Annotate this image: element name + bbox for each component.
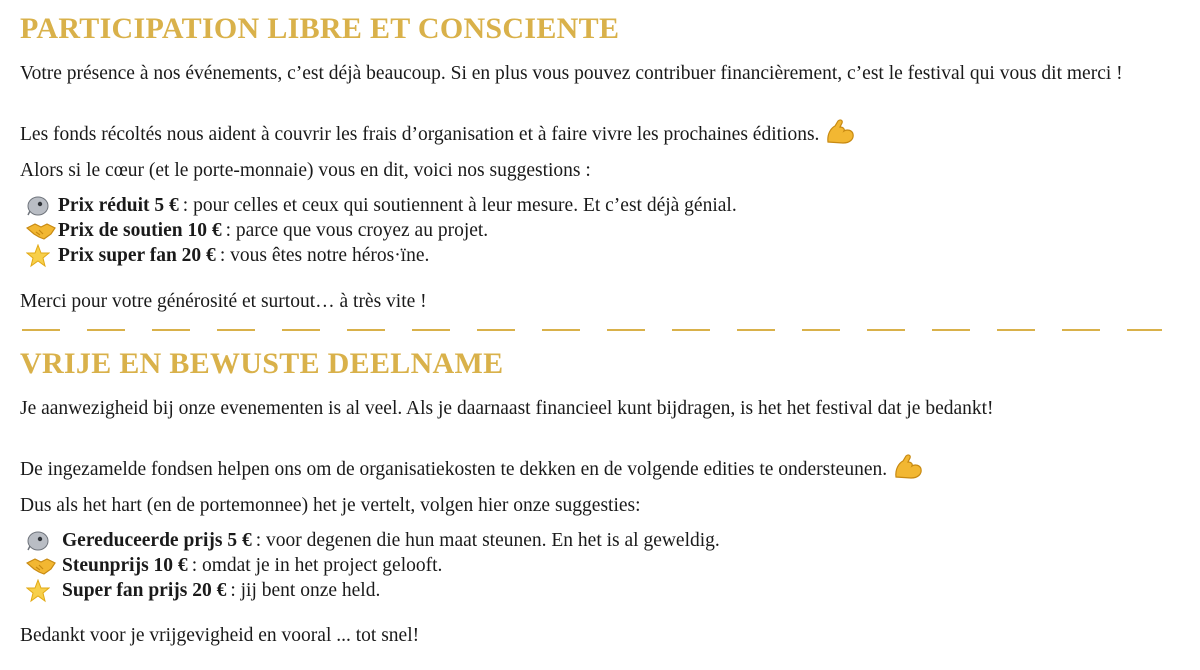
paragraph-intro: Je aanwezigheid bij onze evenementen is al veel. Als je daarnaast financieel kunt bijdragen, is het het festival dat je bedankt! — [20, 398, 994, 419]
list-item-text: : jij bent onze held. — [230, 580, 381, 601]
list-item — [20, 193, 737, 218]
paragraph-thanks: Bedankt voor je vrijgevigheid en vooral ... tot snel! — [20, 625, 420, 646]
price-list — [20, 193, 737, 268]
list-item-label: Steunprijs 10 € — [62, 555, 188, 576]
star-icon — [26, 243, 58, 268]
list-item-text: : parce que vous croyez au projet. — [225, 220, 489, 241]
paragraph-funds-text: De ingezamelde fondsen helpen ons om de organisatiekosten te dekken en de volgende edities te ondersteunen. — [20, 459, 888, 480]
list-item-text: : omdat je in het project gelooft. — [191, 555, 443, 576]
list-item — [20, 578, 720, 603]
section-title: PARTICIPATION LIBRE ET CONSCIENTE — [20, 12, 620, 45]
dashed-divider — [22, 329, 1162, 331]
list-item — [20, 553, 720, 578]
paragraph-thanks: Merci pour votre générosité et surtout… à très vite ! — [20, 291, 427, 312]
list-item-text: : vous êtes notre héros·ïne. — [219, 245, 430, 266]
paragraph-funds — [20, 118, 1170, 153]
paragraph-intro: Votre présence à nos événements, c’est déjà beaucoup. Si en plus vous pouvez contribuer financièrement, c’est le festival qui vous dit merci ! — [20, 63, 1123, 84]
list-item-text: : voor degenen die hun maat steunen. En het is al geweldig. — [255, 530, 720, 551]
handshake-icon — [26, 553, 62, 578]
paragraph-suggestions: Alors si le cœur (et le porte-monnaie) vous en dit, voici nos suggestions : — [20, 160, 591, 181]
flexed-biceps-icon — [893, 453, 923, 488]
list-item-label: Super fan prijs 20 € — [62, 580, 227, 601]
flexed-biceps-icon — [825, 118, 855, 153]
list-item — [20, 218, 737, 243]
list-item — [20, 243, 737, 268]
paragraph-funds — [20, 453, 1180, 488]
price-list — [20, 528, 720, 603]
list-item-label: Prix réduit 5 € — [58, 195, 179, 216]
list-item-label: Prix super fan 20 € — [58, 245, 216, 266]
list-item-label: Prix de soutien 10 € — [58, 220, 222, 241]
handshake-icon — [26, 218, 58, 243]
list-item-text: : pour celles et ceux qui soutiennent à leur mesure. Et c’est déjà génial. — [182, 195, 737, 216]
list-item-label: Gereduceerde prijs 5 € — [62, 530, 252, 551]
coin-bird-icon — [26, 528, 62, 553]
paragraph-funds-text: Les fonds récoltés nous aident à couvrir les frais d’organisation et à faire vivre les prochaines éditions. — [20, 124, 820, 145]
section-title: VRIJE EN BEWUSTE DEELNAME — [20, 347, 504, 380]
paragraph-suggestions: Dus als het hart (en de portemonnee) het je vertelt, volgen hier onze suggesties: — [20, 495, 641, 516]
star-icon — [26, 578, 62, 603]
coin-bird-icon — [26, 193, 58, 218]
list-item — [20, 528, 720, 553]
